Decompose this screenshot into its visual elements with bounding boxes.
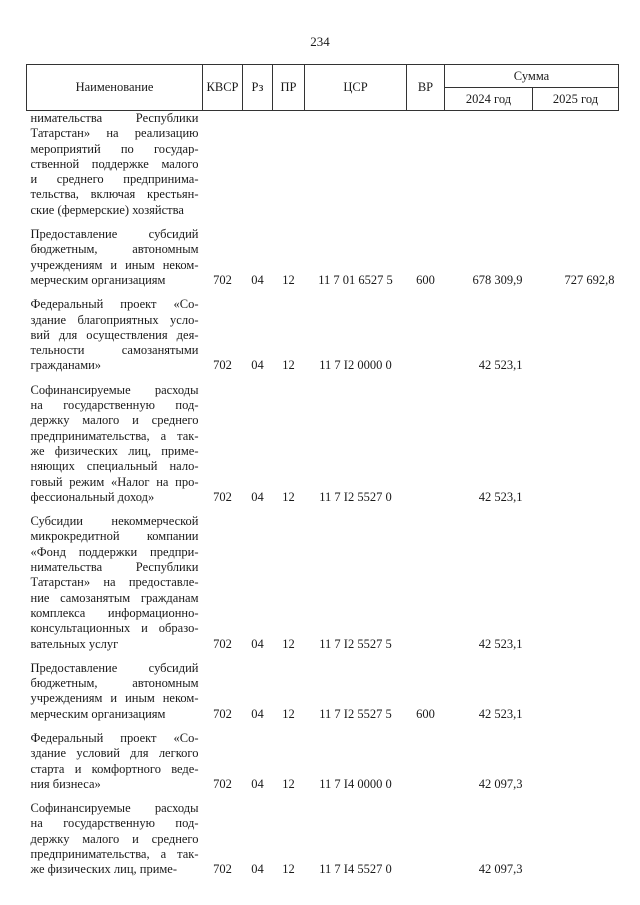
cell-vr [407, 514, 445, 661]
cell-csr: 11 7 I2 5527 5 [319, 636, 392, 651]
cell-pr: 12 [282, 706, 295, 721]
cell-sum-2024: 42 523,1 [478, 706, 523, 721]
name-line: мерческим организациям [30, 706, 166, 721]
cell-sum-2024: 42 523,1 [478, 358, 523, 373]
name-line: няющих специальный нало- [30, 459, 199, 474]
table-row [27, 227, 619, 297]
name-line: на государственную под- [30, 816, 199, 831]
name-line: же физических лиц, приме- [30, 862, 178, 877]
cell-name [27, 661, 203, 731]
name-line: ние самозанятым гражданам [30, 590, 199, 605]
cell-pr: 12 [282, 358, 295, 373]
cell-vr: 600 [416, 706, 435, 721]
cell-kvsr: 702 [213, 489, 232, 504]
name-line: вий для осуществления дея- [30, 327, 199, 342]
header-pr: ПР [273, 65, 305, 111]
cell-sum-2024: 42 097,3 [478, 776, 523, 791]
cell-vr [407, 111, 445, 228]
table-row [27, 297, 619, 382]
name-line: же физических лиц, приме- [30, 443, 199, 458]
header-csr: ЦСР [305, 65, 407, 111]
cell-kvsr [203, 111, 243, 228]
name-line: бюджетным, автономным [30, 676, 199, 691]
name-line: мероприятий по государ- [30, 141, 199, 156]
name-line: предпринимательства, а так- [30, 847, 199, 862]
name-line: «Фонд поддержки предпри- [30, 544, 199, 559]
header-year-2024: 2024 год [445, 88, 533, 111]
name-line: ния бизнеса» [30, 776, 101, 791]
cell-pr [273, 111, 305, 228]
cell-csr: 11 7 I2 5527 0 [319, 489, 392, 504]
table-row [27, 514, 619, 661]
cell-rz: 04 [251, 358, 264, 373]
cell-csr: 11 7 I4 0000 0 [319, 776, 392, 791]
header-year-2025: 2025 год [533, 88, 619, 111]
cell-sum-2025 [533, 383, 619, 514]
name-line: ственной поддержке малого [30, 156, 199, 171]
table-row [27, 383, 619, 514]
cell-name [27, 514, 203, 661]
name-line: Федеральный проект «Со- [30, 297, 199, 312]
name-line: Субсидии некоммерческой [30, 514, 199, 529]
cell-sum-2025 [533, 731, 619, 801]
table-row [27, 661, 619, 731]
name-line: вательных услуг [30, 636, 119, 651]
header-name: Наименование [27, 65, 203, 111]
name-line: старта и комфортного веде- [30, 761, 199, 776]
cell-csr: 11 7 01 6527 5 [318, 272, 393, 287]
cell-csr: 11 7 I2 0000 0 [319, 358, 392, 373]
cell-sum-2025 [533, 297, 619, 382]
name-line: Софинансируемые расходы [30, 382, 199, 397]
table-body [27, 111, 619, 887]
name-line: нимательства Республики [30, 111, 199, 125]
cell-rz: 04 [251, 776, 264, 791]
name-line: тельности самозанятыми [30, 343, 199, 358]
cell-rz [243, 111, 273, 228]
budget-table [26, 64, 619, 887]
cell-kvsr: 702 [213, 862, 232, 877]
cell-rz: 04 [251, 862, 264, 877]
name-line: Предоставление субсидий [30, 660, 199, 675]
table-row [27, 801, 619, 886]
page-number: 234 [310, 34, 330, 49]
name-line: Татарстан» на предоставле- [30, 575, 199, 590]
cell-rz: 04 [251, 272, 264, 287]
name-line: учреждениям и иным неком- [30, 691, 199, 706]
name-line: здание условий для легкого [30, 746, 199, 761]
cell-pr: 12 [282, 272, 295, 287]
cell-rz: 04 [251, 706, 264, 721]
name-line: говый режим «Налог на про- [30, 474, 199, 489]
cell-csr: 11 7 I4 5527 0 [319, 862, 392, 877]
cell-csr [305, 111, 407, 228]
name-line: держку малого и среднего [30, 413, 199, 428]
name-line: бюджетным, автономным [30, 242, 199, 257]
name-line: комплекса информационно- [30, 605, 199, 620]
cell-sum-2024: 678 309,9 [472, 272, 523, 287]
name-line: ские (фермерские) хозяйства [30, 202, 184, 217]
name-line: на государственную под- [30, 398, 199, 413]
cell-kvsr: 702 [213, 272, 232, 287]
name-line: Предоставление субсидий [30, 227, 199, 242]
cell-vr [407, 383, 445, 514]
name-line: нимательства Республики [30, 560, 199, 575]
cell-sum-2024: 42 523,1 [478, 489, 523, 504]
cell-name [27, 383, 203, 514]
name-line: предпринимательства, а так- [30, 428, 199, 443]
name-line: держку малого и среднего [30, 831, 199, 846]
name-line: консультационных и образо- [30, 621, 199, 636]
cell-pr: 12 [282, 862, 295, 877]
cell-kvsr: 702 [213, 358, 232, 373]
name-line: микрокредитной компании [30, 529, 199, 544]
header-sum: Сумма [445, 65, 619, 88]
cell-vr [407, 731, 445, 801]
table-row [27, 111, 619, 228]
cell-sum-2025: 727 692,8 [564, 272, 615, 287]
cell-name [27, 227, 203, 297]
cell-csr: 11 7 I2 5527 5 [319, 706, 392, 721]
table-row [27, 731, 619, 801]
cell-pr: 12 [282, 776, 295, 791]
name-line: Татарстан» на реализацию [30, 126, 199, 141]
cell-name [27, 801, 203, 886]
cell-kvsr: 702 [213, 706, 232, 721]
cell-rz: 04 [251, 489, 264, 504]
name-line: тельства, включая крестьян- [30, 187, 199, 202]
cell-sum-2024: 42 523,1 [478, 636, 523, 651]
cell-kvsr: 702 [213, 776, 232, 791]
name-line: учреждениям и иным неком- [30, 257, 199, 272]
cell-pr: 12 [282, 636, 295, 651]
name-line: Федеральный проект «Со- [30, 730, 199, 745]
cell-sum-2024: 42 097,3 [478, 862, 523, 877]
name-line: фессиональный доход» [30, 489, 155, 504]
name-line: мерческим организациям [30, 272, 166, 287]
cell-rz: 04 [251, 636, 264, 651]
header-vr: ВР [407, 65, 445, 111]
header-kvsr: КВСР [203, 65, 243, 111]
cell-vr [407, 801, 445, 886]
cell-sum-2024 [445, 111, 533, 228]
name-line: здание благоприятных усло- [30, 312, 199, 327]
table-header [27, 65, 619, 111]
cell-kvsr: 702 [213, 636, 232, 651]
cell-sum-2025 [533, 514, 619, 661]
header-rz: Рз [243, 65, 273, 111]
cell-name [27, 111, 203, 228]
cell-vr [407, 297, 445, 382]
cell-sum-2025 [533, 801, 619, 886]
cell-sum-2025 [533, 661, 619, 731]
cell-name [27, 731, 203, 801]
name-line: гражданами» [30, 358, 102, 373]
name-line: Софинансируемые расходы [30, 801, 199, 816]
cell-pr: 12 [282, 489, 295, 504]
cell-vr: 600 [416, 272, 435, 287]
cell-sum-2025 [533, 111, 619, 228]
name-line: и среднего предпринима- [30, 172, 199, 187]
cell-name [27, 297, 203, 382]
